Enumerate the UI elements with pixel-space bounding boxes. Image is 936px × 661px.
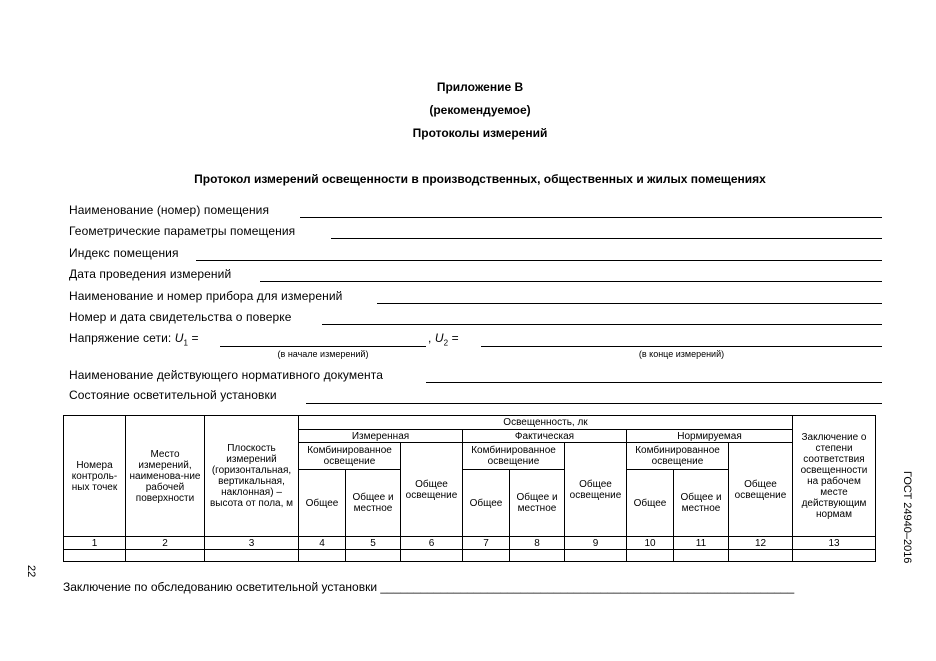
- u1-note: (в начале измерений): [277, 349, 369, 359]
- u2-symbol: U: [434, 331, 444, 345]
- u2-note: (в конце измерений): [638, 349, 725, 359]
- field-geometry-label: Геометрические параметры помещения: [69, 224, 296, 238]
- field-u2-label: [428, 331, 459, 347]
- column-number: 12: [729, 537, 793, 550]
- table-cell[interactable]: [205, 550, 299, 562]
- column-number: 7: [463, 537, 510, 550]
- field-room-label: Наименование (номер) помещения: [69, 203, 270, 217]
- column-number: 11: [674, 537, 729, 550]
- table-cell[interactable]: [565, 550, 627, 562]
- measured-combined-header: Комбинированное освещение: [299, 443, 401, 470]
- illuminance-header: Освещенность, лк: [299, 416, 793, 430]
- protocol-title: Протокол измерений освещенности в производственных, общественных и жилых помещениях: [194, 172, 766, 186]
- field-installation-state-line: [306, 403, 882, 404]
- appendix-status: (рекомендуемое): [429, 103, 531, 117]
- field-installation-state-label: Состояние осветительной установки: [69, 388, 277, 402]
- field-u1-line: [220, 346, 426, 347]
- table-cell[interactable]: [401, 550, 463, 562]
- measured-general-lighting-header: Общее освещение: [401, 443, 463, 537]
- field-device-label: Наименование и номер прибора для измерений: [69, 289, 343, 303]
- page-number: 22: [25, 565, 37, 578]
- column-number: 2: [126, 537, 205, 550]
- field-norm-doc-line: [426, 382, 882, 383]
- standard-designation: ГОСТ 24940–2016: [901, 471, 913, 564]
- normative-general-lighting-header: Общее освещение: [729, 443, 793, 537]
- field-room-line: [300, 217, 882, 218]
- table-row: [64, 550, 876, 562]
- u1-subscript: 1: [183, 338, 189, 348]
- table-cell[interactable]: [126, 550, 205, 562]
- u1-symbol: U: [174, 331, 184, 345]
- column-number: 5: [346, 537, 401, 550]
- column-number: 6: [401, 537, 463, 550]
- column-number: 1: [64, 537, 126, 550]
- table-cell[interactable]: [463, 550, 510, 562]
- field-norm-doc-label: Наименование действующего нормативного документа: [69, 368, 383, 382]
- column-number: 9: [565, 537, 627, 550]
- table-cell[interactable]: [674, 550, 729, 562]
- col-place-header: Место измерений, наименова-ние рабочей поверхности: [126, 416, 205, 537]
- voltage-prefix: Напряжение сети:: [69, 331, 175, 345]
- measured-general-header: Общее: [299, 470, 346, 537]
- column-number-row: [64, 537, 876, 550]
- footer-conclusion: [63, 580, 794, 594]
- field-certificate-label: Номер и дата свидетельства о поверке: [69, 310, 292, 324]
- table-cell[interactable]: [627, 550, 674, 562]
- field-index-label: Индекс помещения: [69, 246, 179, 260]
- u1-equals: =: [188, 331, 199, 345]
- footer-conclusion-label: Заключение по обследованию осветительной установки: [63, 580, 381, 594]
- field-date-label: Дата проведения измерений: [69, 267, 232, 281]
- actual-header: Фактическая: [463, 430, 627, 443]
- column-number: 4: [299, 537, 346, 550]
- field-index-line: [196, 260, 882, 261]
- actual-general-local-header: Общее и местное: [510, 470, 565, 537]
- column-number: 13: [793, 537, 876, 550]
- col-conclusion-header: Заключение о степени соответствия освещенности на рабочем месте действующим нормам: [793, 416, 876, 537]
- field-device-line: [377, 303, 882, 304]
- field-geometry-line: [331, 238, 882, 239]
- table-cell[interactable]: [510, 550, 565, 562]
- field-date-line: [260, 281, 882, 282]
- measured-header: Измеренная: [299, 430, 463, 443]
- normative-general-local-header: Общее и местное: [674, 470, 729, 537]
- u2-subscript: 2: [443, 338, 449, 348]
- table-cell[interactable]: [793, 550, 876, 562]
- field-certificate-line: [322, 324, 882, 325]
- table-cell[interactable]: [64, 550, 126, 562]
- measured-general-local-header: Общее и местное: [346, 470, 401, 537]
- normative-header: Нормируемая: [627, 430, 793, 443]
- normative-combined-header: Комбинированное освещение: [627, 443, 729, 470]
- u2-prefix: ,: [428, 331, 435, 345]
- appendix-title: Приложение В: [436, 80, 524, 94]
- actual-combined-header: Комбинированное освещение: [463, 443, 565, 470]
- table-cell[interactable]: [346, 550, 401, 562]
- table-cell[interactable]: [729, 550, 793, 562]
- footer-conclusion-line: ______________________________________________________________: [380, 580, 795, 594]
- section-title: Протоколы измерений: [412, 126, 548, 140]
- normative-general-header: Общее: [627, 470, 674, 537]
- field-voltage-label: [69, 331, 199, 347]
- table-cell[interactable]: [299, 550, 346, 562]
- actual-general-lighting-header: Общее освещение: [565, 443, 627, 537]
- column-number: 10: [627, 537, 674, 550]
- col-point-header: Номера контроль-ных точек: [64, 416, 126, 537]
- field-u2-line: [481, 346, 882, 347]
- measurement-table: [63, 415, 876, 562]
- col-plane-header: Плоскость измерений (горизонтальная, вертикальная, наклонная) – высота от пола, м: [205, 416, 299, 537]
- column-number: 8: [510, 537, 565, 550]
- actual-general-header: Общее: [463, 470, 510, 537]
- u2-equals: =: [448, 331, 459, 345]
- column-number: 3: [205, 537, 299, 550]
